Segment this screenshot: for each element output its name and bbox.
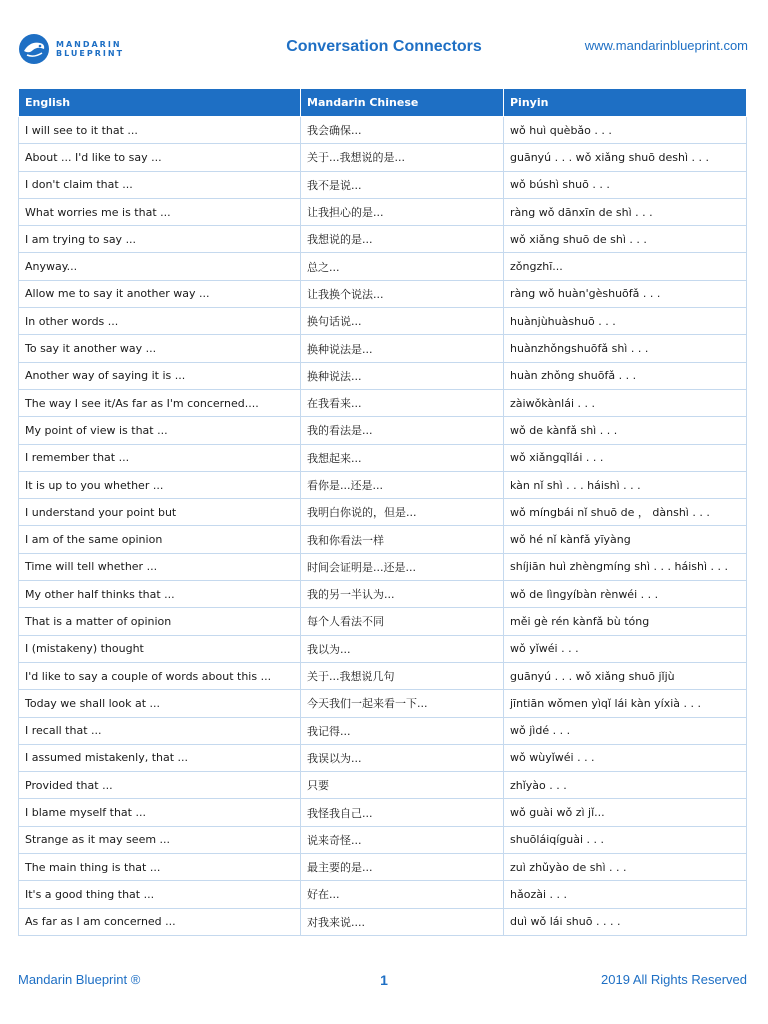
mandarin-cell: 我记得... xyxy=(301,717,504,744)
table-row xyxy=(19,553,747,580)
pinyin-cell: wǒ guài wǒ zì jǐ... xyxy=(504,799,747,826)
pinyin-cell: wǒ jìdé . . . xyxy=(504,717,747,744)
table-body xyxy=(19,117,747,936)
table-row xyxy=(19,362,747,389)
mandarin-cell: 对我来说.... xyxy=(301,908,504,935)
table-row xyxy=(19,444,747,471)
english-cell: I don't claim that ... xyxy=(19,171,301,198)
pinyin-cell: wǒ de lìngyíbàn rènwéi . . . xyxy=(504,581,747,608)
english-cell: My other half thinks that ... xyxy=(19,581,301,608)
pinyin-cell: wǒ hé nǐ kànfǎ yīyàng xyxy=(504,526,747,553)
mandarin-cell: 看你是...还是... xyxy=(301,471,504,498)
table-row xyxy=(19,662,747,689)
english-cell: Anyway... xyxy=(19,253,301,280)
pinyin-cell: huàn zhǒng shuōfǎ . . . xyxy=(504,362,747,389)
table-row xyxy=(19,690,747,717)
english-cell: About ... I'd like to say ... xyxy=(19,144,301,171)
table-row xyxy=(19,744,747,771)
pinyin-cell: wǒ búshì shuō . . . xyxy=(504,171,747,198)
english-cell: The way I see it/As far as I'm concerned.... xyxy=(19,389,301,416)
english-cell: I recall that ... xyxy=(19,717,301,744)
mandarin-cell: 只要 xyxy=(301,772,504,799)
mandarin-cell: 我和你看法一样 xyxy=(301,526,504,553)
table-row xyxy=(19,171,747,198)
english-cell: Allow me to say it another way ... xyxy=(19,280,301,307)
table-row xyxy=(19,253,747,280)
table-row xyxy=(19,608,747,635)
english-cell: I am of the same opinion xyxy=(19,526,301,553)
mandarin-cell: 换种说法... xyxy=(301,362,504,389)
table-row xyxy=(19,471,747,498)
english-cell: It is up to you whether ... xyxy=(19,471,301,498)
english-cell: As far as I am concerned ... xyxy=(19,908,301,935)
mandarin-cell: 换种说法是... xyxy=(301,335,504,362)
logo-line-1: MANDARIN xyxy=(56,40,122,49)
english-cell: I (mistakeny) thought xyxy=(19,635,301,662)
pinyin-cell: wǒ xiǎngqǐlái . . . xyxy=(504,444,747,471)
pinyin-cell: huànzhǒngshuōfǎ shì . . . xyxy=(504,335,747,362)
mandarin-cell: 我会确保... xyxy=(301,117,504,144)
pinyin-cell: hǎozài . . . xyxy=(504,881,747,908)
mandarin-cell: 让我换个说法... xyxy=(301,280,504,307)
mandarin-cell: 我误以为... xyxy=(301,744,504,771)
page-number: 1 xyxy=(380,972,388,988)
pinyin-cell: měi gè rén kànfǎ bù tóng xyxy=(504,608,747,635)
pinyin-cell: ràng wǒ dānxīn de shì . . . xyxy=(504,198,747,225)
english-cell: I assumed mistakenly, that ... xyxy=(19,744,301,771)
page-header xyxy=(0,0,768,88)
pinyin-cell: zǒngzhī... xyxy=(504,253,747,280)
pinyin-cell: wǒ wùyǐwéi . . . xyxy=(504,744,747,771)
table-row xyxy=(19,581,747,608)
mandarin-cell: 我明白你说的，但是... xyxy=(301,499,504,526)
mandarin-cell: 我想起来... xyxy=(301,444,504,471)
logo-line-2: BLUEPRINT xyxy=(56,49,125,58)
footer-brand: Mandarin Blueprint ® xyxy=(18,972,141,987)
english-cell: Another way of saying it is ... xyxy=(19,362,301,389)
table-row xyxy=(19,854,747,881)
pinyin-cell: wǒ xiǎng shuō de shì . . . xyxy=(504,226,747,253)
english-cell: It's a good thing that ... xyxy=(19,881,301,908)
table-header-row xyxy=(19,89,747,117)
english-cell: I am trying to say ... xyxy=(19,226,301,253)
pinyin-cell: guānyú . . . wǒ xiǎng shuō deshì . . . xyxy=(504,144,747,171)
pinyin-cell: kàn nǐ shì . . . háishì . . . xyxy=(504,471,747,498)
english-cell: Provided that ... xyxy=(19,772,301,799)
table-row xyxy=(19,117,747,144)
mandarin-cell: 在我看来... xyxy=(301,389,504,416)
table-row xyxy=(19,389,747,416)
english-cell: What worries me is that ... xyxy=(19,198,301,225)
table-row xyxy=(19,772,747,799)
english-cell: I will see to it that ... xyxy=(19,117,301,144)
pinyin-cell: guānyú . . . wǒ xiǎng shuō jǐjù xyxy=(504,662,747,689)
table-row xyxy=(19,635,747,662)
table-row xyxy=(19,335,747,362)
table-row xyxy=(19,799,747,826)
mandarin-cell: 让我担心的是... xyxy=(301,198,504,225)
mandarin-cell: 我的看法是... xyxy=(301,417,504,444)
website-link[interactable]: www.mandarinblueprint.com xyxy=(584,38,748,53)
english-cell: Strange as it may seem ... xyxy=(19,826,301,853)
table-row xyxy=(19,499,747,526)
english-cell: My point of view is that ... xyxy=(19,417,301,444)
english-cell: To say it another way ... xyxy=(19,335,301,362)
table-row xyxy=(19,908,747,935)
pinyin-cell: duì wǒ lái shuō . . . . xyxy=(504,908,747,935)
mandarin-cell: 我不是说... xyxy=(301,171,504,198)
table-row xyxy=(19,198,747,225)
pinyin-cell: zàiwǒkànlái . . . xyxy=(504,389,747,416)
pinyin-cell: shíjiān huì zhèngmíng shì . . . háishì . . . xyxy=(504,553,747,580)
english-cell: I'd like to say a couple of words about this ... xyxy=(19,662,301,689)
mandarin-cell: 总之... xyxy=(301,253,504,280)
mandarin-cell: 说来奇怪... xyxy=(301,826,504,853)
mandarin-cell: 好在... xyxy=(301,881,504,908)
mandarin-cell: 今天我们一起来看一下... xyxy=(301,690,504,717)
table-row xyxy=(19,526,747,553)
table-row xyxy=(19,144,747,171)
column-header-english: English xyxy=(19,89,301,117)
column-header-mandarin: Mandarin Chinese xyxy=(301,89,504,117)
pinyin-cell: wǒ huì quèbǎo . . . xyxy=(504,117,747,144)
mandarin-cell: 我怪我自己... xyxy=(301,799,504,826)
pinyin-cell: wǒ míngbái nǐ shuō de ， dànshì . . . xyxy=(504,499,747,526)
column-header-pinyin: Pinyin xyxy=(504,89,747,117)
table-row xyxy=(19,417,747,444)
mandarin-cell: 我想说的是... xyxy=(301,226,504,253)
pinyin-cell: zuì zhǔyào de shì . . . xyxy=(504,854,747,881)
mandarin-cell: 每个人看法不同 xyxy=(301,608,504,635)
pinyin-cell: wǒ de kànfǎ shì . . . xyxy=(504,417,747,444)
connectors-table xyxy=(18,88,747,936)
mandarin-cell: 时间会证明是...还是... xyxy=(301,553,504,580)
mandarin-cell: 关于...我想说的是... xyxy=(301,144,504,171)
pinyin-cell: ràng wǒ huàn'gèshuōfǎ . . . xyxy=(504,280,747,307)
mandarin-cell: 我以为... xyxy=(301,635,504,662)
pinyin-cell: zhǐyào . . . xyxy=(504,772,747,799)
english-cell: I understand your point but xyxy=(19,499,301,526)
table-row xyxy=(19,308,747,335)
table-row xyxy=(19,826,747,853)
pinyin-cell: wǒ yǐwéi . . . xyxy=(504,635,747,662)
table-row xyxy=(19,280,747,307)
mandarin-cell: 关于...我想说几句 xyxy=(301,662,504,689)
english-cell: That is a matter of opinion xyxy=(19,608,301,635)
english-cell: I blame myself that ... xyxy=(19,799,301,826)
page-title: Conversation Connectors xyxy=(286,38,482,55)
mandarin-cell: 换句话说... xyxy=(301,308,504,335)
footer-rights: 2019 All Rights Reserved xyxy=(601,972,747,987)
table-row xyxy=(19,226,747,253)
english-cell: I remember that ... xyxy=(19,444,301,471)
page-footer xyxy=(0,972,768,992)
english-cell: The main thing is that ... xyxy=(19,854,301,881)
english-cell: Time will tell whether ... xyxy=(19,553,301,580)
english-cell: Today we shall look at ... xyxy=(19,690,301,717)
table-row xyxy=(19,717,747,744)
mandarin-cell: 我的另一半认为... xyxy=(301,581,504,608)
english-cell: In other words ... xyxy=(19,308,301,335)
table-row xyxy=(19,881,747,908)
pinyin-cell: huànjùhuàshuō . . . xyxy=(504,308,747,335)
mandarin-cell: 最主要的是... xyxy=(301,854,504,881)
pinyin-cell: jīntiān wǒmen yìqǐ lái kàn yíxià . . . xyxy=(504,690,747,717)
pinyin-cell: shuōláiqíguài . . . xyxy=(504,826,747,853)
